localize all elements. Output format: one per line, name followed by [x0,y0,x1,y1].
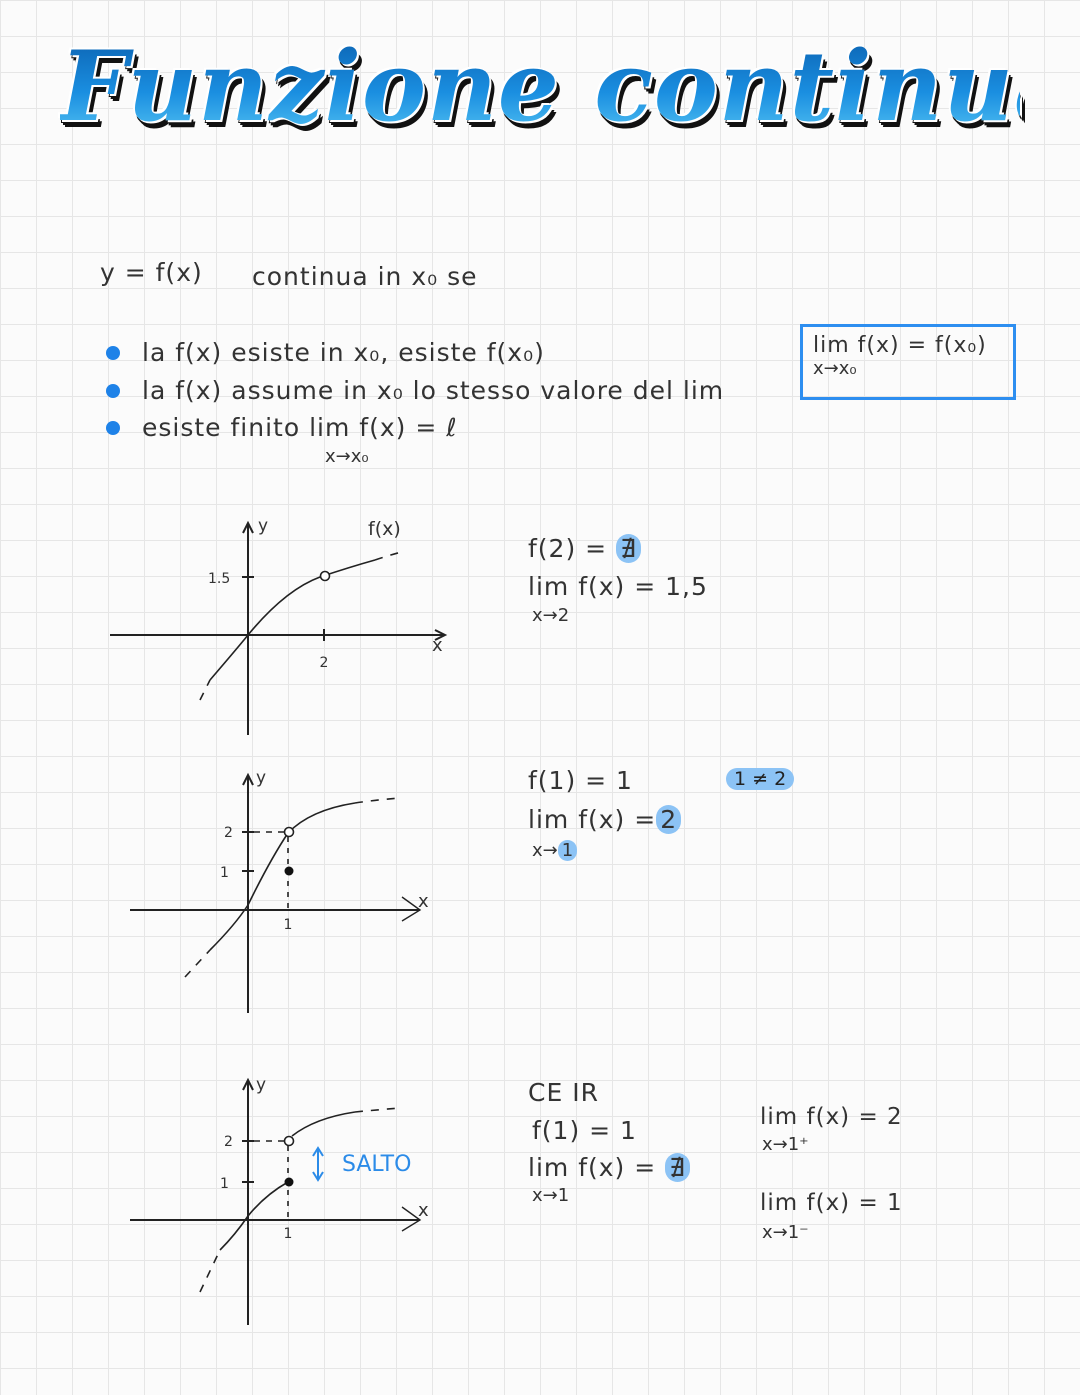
continuity-condition: continua in x₀ se [252,262,478,291]
graph3-limit [528,1153,690,1182]
bullet-dot [106,421,120,435]
y-axis-label: y [256,768,267,788]
bullet-dot [106,384,120,398]
function-curve [210,560,375,680]
limit-value-highlight: 2 [656,805,681,834]
y-tick-label-1: 1 [220,1176,229,1192]
open-point [285,1137,294,1146]
left-limit-subscript: x→1⁻ [762,1222,809,1243]
y-axis-label: y [258,516,269,536]
curve-dashed-right [355,1108,400,1112]
inequality-highlight: 1 ≠ 2 [726,768,794,790]
graph2-limit [528,805,681,834]
function-definition: y = f(x) [100,258,203,287]
graph3-limit-subscript: x→1 [532,1185,570,1206]
page-title: Funzione continua [60,30,1078,143]
nonexistent-symbol: ∄ [665,1153,690,1182]
filled-point [285,867,294,876]
graph1-value-text: f(2) = [528,534,608,563]
curve-dashed-left [185,950,210,977]
filled-point [285,1178,294,1187]
boxed-formula: lim f(x) = f(x₀) [813,333,987,358]
y-axis-label: y [256,1075,267,1095]
graph3-value: f(1) = 1 [532,1116,637,1145]
approach-value-highlight: 1 [558,840,577,861]
y-tick-label-1: 1 [220,865,229,881]
domain-note: CE IR [528,1078,599,1107]
graph2-value: f(1) = 1 [528,766,633,795]
curve-dashed-left [200,1250,220,1292]
x-tick-label: 1 [283,917,293,933]
graph-removable-discontinuity [100,505,480,745]
graph2-limit-text: lim f(x) = [528,805,657,834]
open-point [285,828,294,837]
function-label: f(x) [368,518,401,540]
x-axis-label: x [418,891,429,912]
x-axis-label: x [418,1200,429,1221]
bullet-item-3: esiste finito lim f(x) = ℓ [142,413,458,442]
x-tick-label: 1 [283,1226,293,1242]
right-limit: lim f(x) = 2 [760,1104,903,1130]
right-limit-subscript: x→1⁺ [762,1134,809,1155]
nonexistent-symbol: ∄ [616,534,641,563]
y-tick-label: 1.5 [208,571,231,587]
curve-dashed-left [200,680,210,700]
bullet-item-2: la f(x) assume in x₀ lo stesso valore del lim [142,376,725,405]
continuity-formula-box [800,324,1016,400]
x-tick-label: 2 [319,655,329,671]
open-point [321,572,330,581]
y-tick-label-2: 2 [224,825,233,841]
y-tick-label-2: 2 [224,1134,233,1150]
graph3-limit-text: lim f(x) = [528,1153,657,1182]
graph1-note-value [528,534,641,563]
x-axis-label: x [432,635,443,656]
bullet-item-1: la f(x) esiste in x₀, esiste f(x₀) [142,338,545,367]
bullet-dot [106,346,120,360]
right-branch-curve [292,1112,355,1136]
boxed-formula-subscript: x→x₀ [813,358,857,379]
left-branch-curve [220,1182,288,1250]
curve-dashed-right [375,551,405,560]
graph1-limit-subscript: x→2 [532,605,570,626]
graph1-limit: lim f(x) = 1,5 [528,572,708,601]
left-limit: lim f(x) = 1 [760,1190,903,1216]
graph-jump-discontinuity [120,1070,460,1330]
graph2-limit-subscript [532,840,577,861]
bullet-limit-subscript: x→x₀ [325,446,369,467]
curve-dashed-right [355,798,400,803]
graph-value-differs-from-limit [120,765,460,1020]
graph2-sub-text: x→ [532,840,558,861]
jump-label: SALTO [342,1152,412,1177]
